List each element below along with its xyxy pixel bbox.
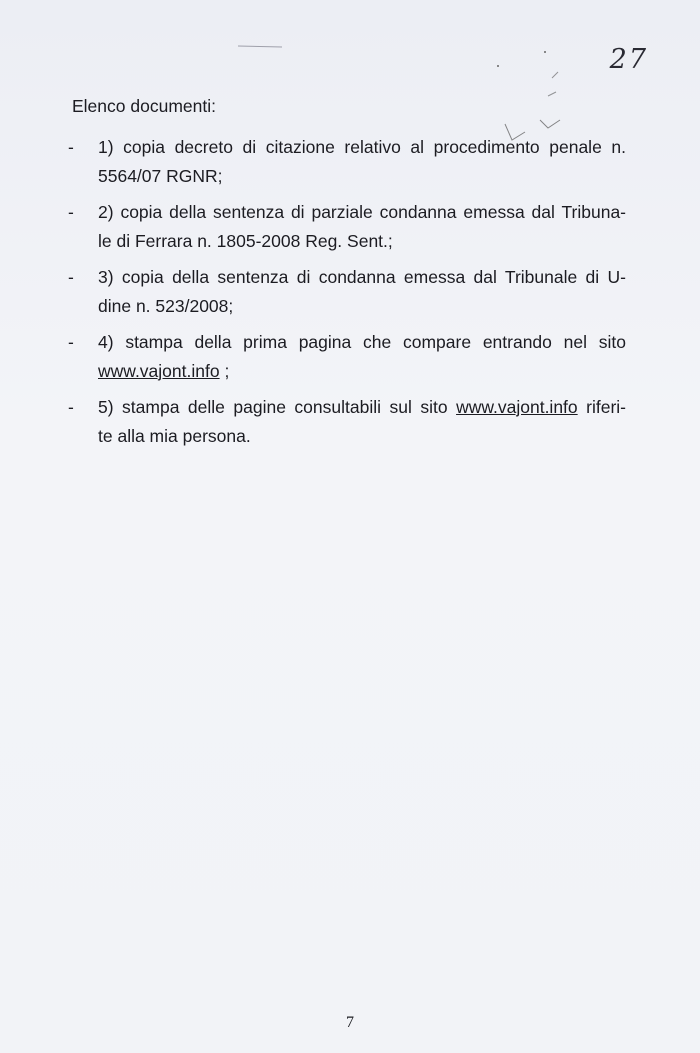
list-item-line	[98, 393, 626, 422]
list-item-line: 4) stampa della prima pagina che compare entrando nel sito	[98, 332, 626, 352]
list-bullet: -	[68, 267, 74, 287]
list-bullet: -	[68, 332, 74, 352]
list-item-text	[98, 198, 626, 256]
page-number: 7	[346, 1014, 354, 1031]
list-item-line: 1) copia decreto di citazione relativo al procedimento penale n.	[98, 137, 626, 157]
list-item-text	[98, 328, 626, 386]
list-item-after: riferi-	[577, 397, 626, 417]
list-item	[0, 198, 700, 256]
list-item-line: 3) copia della sentenza di condanna emessa dal Tribunale di U-	[98, 267, 626, 287]
list-item-suffix: ;	[219, 361, 230, 381]
list-item-text	[98, 393, 626, 451]
list-item-text	[98, 263, 626, 321]
list-bullet: -	[68, 137, 74, 157]
document-list-heading: Elenco documenti:	[72, 96, 216, 116]
list-bullet: -	[68, 397, 74, 417]
list-item-line: 2) copia della sentenza di parziale condanna emessa dal Tribuna-	[98, 202, 626, 222]
folio-number: 27	[609, 44, 648, 75]
list-item	[0, 263, 700, 321]
list-item	[0, 328, 700, 386]
list-item-text	[98, 133, 626, 191]
list-item-line: 5564/07 RGNR;	[98, 166, 223, 186]
website-link[interactable]: www.vajont.info	[98, 361, 220, 381]
list-item	[0, 393, 700, 451]
list-item-prefix: 5) stampa delle pagine consultabili sul sito	[98, 397, 457, 417]
list-item-line	[98, 357, 626, 386]
list-item	[0, 133, 700, 191]
list-bullet: -	[68, 202, 74, 222]
list-item-line: dine n. 523/2008;	[98, 296, 234, 316]
document-list	[0, 133, 700, 458]
website-link[interactable]: www.vajont.info	[456, 397, 578, 417]
list-item-line: te alla mia persona.	[98, 426, 251, 446]
list-item-line: le di Ferrara n. 1805-2008 Reg. Sent.;	[98, 231, 393, 251]
